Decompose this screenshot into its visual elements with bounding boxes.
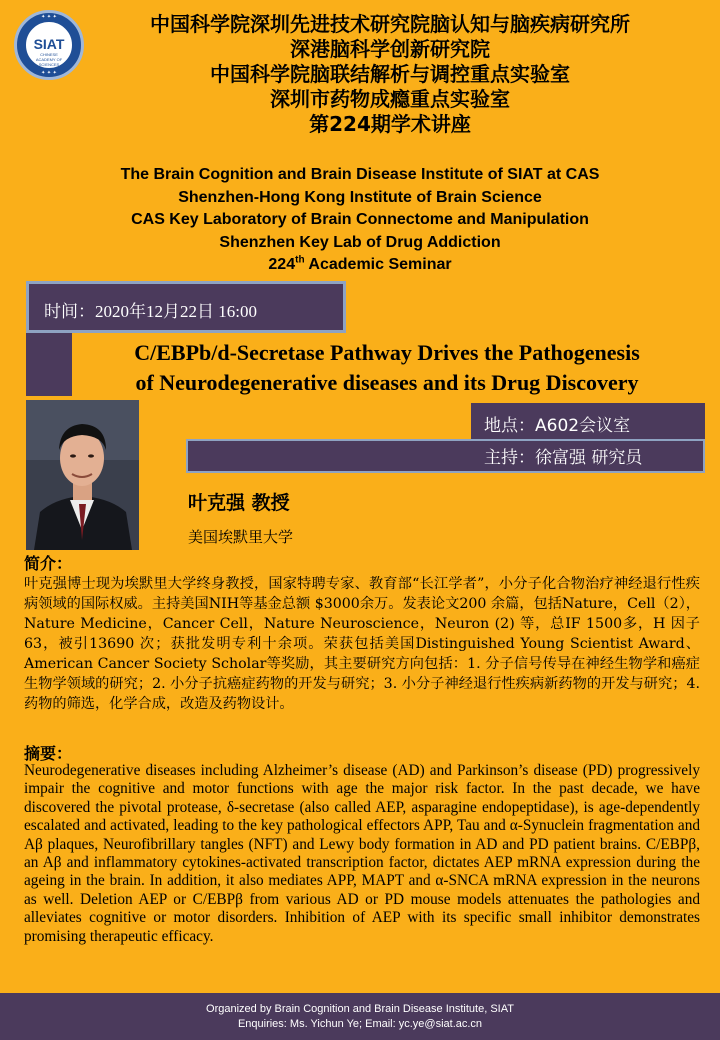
logo-sub-line: SCIENCES: [38, 62, 60, 67]
siat-logo: [14, 10, 84, 80]
seminar-suffix: th: [295, 254, 305, 266]
logo-text: SIAT: [33, 36, 65, 52]
logo-ring-bottom: ✦ ✦ ✦: [41, 70, 57, 76]
en-header-line: Shenzhen Key Lab of Drug Addiction: [219, 233, 501, 251]
speaker-photo: [26, 400, 139, 550]
en-header-line: CAS Key Laboratory of Brain Connectome and Manipulation: [131, 211, 589, 228]
en-header-line: Shenzhen-Hong Kong Institute of Brain Science: [178, 188, 542, 206]
english-header: [0, 164, 720, 277]
bio-heading: 简介：: [24, 554, 73, 573]
cn-header-line: 第224期学术讲座: [309, 112, 471, 136]
logo-sub-line: ACADEMY OF: [35, 57, 63, 62]
logo-ring-top: ✦ ✦ ✦: [41, 14, 57, 20]
seminar-text: Academic Seminar: [304, 256, 452, 273]
logo-subtext: [26, 52, 72, 67]
talk-title-line: C/EBPb/d-Secretase Pathway Drives the Pathogenesis: [134, 340, 640, 365]
abstract-text: Neurodegenerative diseases including Alzheimer’s disease (AD) and Parkinson’s disease (PD) progressively impair the cognitive and motor functions with age the major risk factor. In the past decade, we have discovered the pivotal protease, δ-secretase (also called AEP, asparagine endopeptidase), is age-dependently escalated and activated, leading to the key pathological effectors APP, Tau and α-Synuclein fragmentation and Aβ plaques, Neurofibrillary tangles (NFT) and Lewy body formation in AD and PD patient brains. C/EBPβ, an Aβ and inflammatory cytokines-activated transcription factor, dictates AEP mRNA expression during the ageing in the brain. In addition, it also mediates APP, MAPT and α-SNCA mRNA expression in the neurons as well. Deletion AEP or C/EBPβ from various AD or PD mouse models attenuates the pathologies and alleviates cognitive or motor disorders. Inhibition of AEP with its specific small inhibitor demonstrates promising therapeutic efficacy.: [24, 762, 700, 945]
event-host: 主持：徐富强 研究员: [484, 448, 643, 468]
footer-enquiries: Enquiries: Ms. Yichun Ye; Email: yc.ye@siat.ac.cn: [237, 1018, 483, 1030]
bio-text: 叶克强博士现为埃默里大学终身教授，国家特聘专家、教育部“长江学者”，小分子化合物治疗神经退行性疾病领域的国际权威。主持美国NIH等基金总额 $3000余万。发表论文200 余篇，包括Nature，Cell（2），Nature Medicine，Cancer Cell，Nature Neuroscience，Neuron (2) 等，总IF 1500多，H 因子63，被引13690 次；获批发明专利十余项。荣获包括美国Distinguished Young Scientist Award、American Cancer Society Scholar等奖励，其主要研究方向包括：1. 分子信号传导在神经生物学和癌症生物学领域的研究；2. 小分子抗癌症药物的开发与研究；3. 小分子神经退行性疾病新药物的开发与研究；4. 药物的筛选，化学合成，改造及药物设计。: [24, 576, 700, 712]
cn-header-line: 中国科学院脑联结解析与调控重点实验室: [210, 62, 570, 86]
talk-title-line: of Neurodegenerative diseases and its Drug Discovery: [135, 370, 639, 395]
portrait-illustration: [26, 400, 139, 550]
seminar-line: [0, 254, 720, 277]
abstract-heading: 摘要：: [24, 744, 73, 763]
decorative-bar: [26, 333, 72, 396]
cn-header-line: 中国科学院深圳先进技术研究院脑认知与脑疾病研究所: [150, 12, 630, 36]
chinese-header: [90, 12, 690, 137]
event-location: 地点：A602会议室: [484, 416, 631, 436]
event-time: 时间：2020年12月22日 16:00: [44, 302, 257, 321]
speaker-affiliation: 美国埃默里大学: [188, 528, 294, 546]
cn-header-line: 深港脑科学创新研究院: [290, 37, 490, 61]
footer-organizer: Organized by Brain Cognition and Brain Disease Institute, SIAT: [206, 1003, 514, 1015]
seminar-number: 224: [268, 256, 296, 273]
speaker-name: 叶克强 教授: [188, 492, 290, 514]
talk-title: [72, 338, 702, 398]
footer: [0, 993, 720, 1040]
logo-sub-line: CHINESE: [40, 52, 58, 57]
cn-header-line: 深圳市药物成瘾重点实验室: [270, 87, 510, 111]
en-header-line: The Brain Cognition and Brain Disease Institute of SIAT at CAS: [120, 166, 600, 183]
logo-inner-circle: [24, 20, 74, 70]
